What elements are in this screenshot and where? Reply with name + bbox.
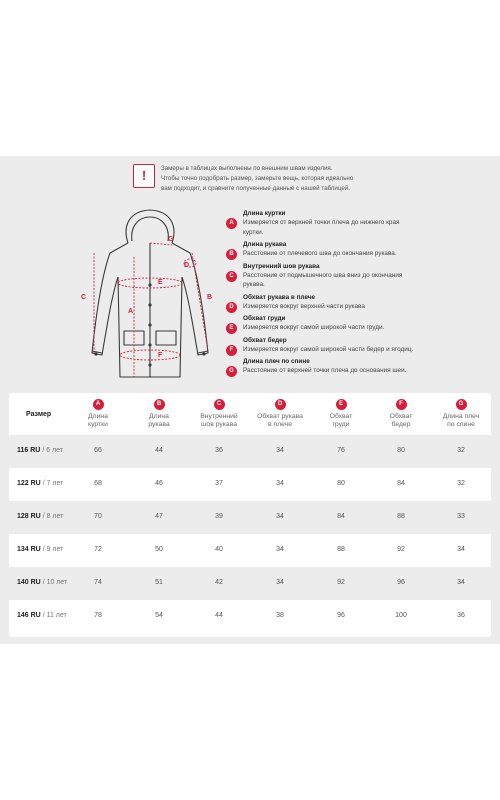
notice-line: Чтобы точно подобрать размер, замерьте вещь, которая идеально <box>161 175 354 182</box>
row-size <box>17 447 63 454</box>
table-cell: 96 <box>397 579 405 586</box>
table-cell: 34 <box>276 447 284 454</box>
legend-title: Длина куртки <box>243 210 286 217</box>
badge-f-icon: F <box>396 399 407 410</box>
size-table <box>9 393 491 637</box>
table-row <box>9 534 491 567</box>
sketch-label-c: C <box>81 294 87 301</box>
column-header-f <box>371 399 431 429</box>
legend-title: Обхват рукава в плече <box>243 293 316 301</box>
legend-title: Длина рукава <box>243 241 287 248</box>
column-label: Длина плеч <box>442 413 480 420</box>
table-cell: 44 <box>155 447 163 454</box>
table-cell: 70 <box>94 513 102 520</box>
legend-desc: Измеряется вокруг верхней части рукава <box>243 302 365 310</box>
badge-g-icon: G <box>456 399 467 410</box>
legend-desc: рукава. <box>243 281 265 288</box>
table-cell: 92 <box>337 579 345 586</box>
table-cell: 47 <box>155 513 163 520</box>
legend-item-b <box>226 240 496 259</box>
legend-title: Обхват бедер <box>243 336 287 344</box>
age-value: / 7 лет <box>42 480 64 487</box>
table-cell: 39 <box>215 513 223 520</box>
table-cell: 34 <box>276 513 284 520</box>
table-cell: 34 <box>276 579 284 586</box>
age-value: / 11 лет <box>42 612 67 619</box>
badge-e-icon: E <box>226 323 237 334</box>
legend-desc: Измеряется вокруг самой широкой части груди. <box>243 324 385 331</box>
column-label: шов рукава <box>200 421 238 428</box>
sketch-label-d: D <box>184 262 190 269</box>
table-cell: 68 <box>94 480 102 487</box>
table-cell: 76 <box>337 447 345 454</box>
table-cell: 100 <box>395 612 407 619</box>
table-row <box>9 468 491 501</box>
notice-text <box>161 164 441 194</box>
badge-a-icon: A <box>93 399 104 410</box>
table-cell: 42 <box>215 579 223 586</box>
table-cell: 50 <box>155 546 163 553</box>
badge-c-icon: C <box>214 399 225 410</box>
column-label: Обхват <box>329 413 353 420</box>
legend-desc: Расстояние от верхней точки плеча до основания шеи. <box>243 367 407 374</box>
column-header-c <box>189 399 249 429</box>
size-value: 146 RU <box>17 612 41 619</box>
table-row <box>9 501 491 534</box>
table-row <box>9 600 491 633</box>
size-value: 122 RU <box>17 480 41 487</box>
row-size <box>17 546 63 553</box>
table-cell: 66 <box>94 447 102 454</box>
table-cell: 34 <box>457 579 465 586</box>
table-cell: 32 <box>457 480 465 487</box>
age-value: / 8 лет <box>42 513 64 520</box>
badge-c-icon: C <box>226 271 237 282</box>
badge-d-icon: D <box>226 302 237 313</box>
sketch-label-b: B <box>207 294 213 301</box>
legend-item-g <box>226 357 496 376</box>
sketch-label-f: F <box>158 352 163 359</box>
column-label: рукава <box>148 421 170 428</box>
legend-desc: Расстояние от плечевого шва до окончания рукава. <box>243 250 397 257</box>
table-cell: 51 <box>155 579 163 586</box>
measurement-notice <box>133 164 433 196</box>
table-cell: 88 <box>337 546 345 553</box>
column-header-g <box>431 399 491 429</box>
column-label: в плече <box>267 421 293 428</box>
column-header-e <box>311 399 371 429</box>
table-cell: 92 <box>397 546 405 553</box>
column-label: по спине <box>447 421 475 428</box>
size-value: 134 RU <box>17 546 41 553</box>
legend-item-c <box>226 262 496 290</box>
age-value: / 6 лет <box>42 447 63 454</box>
table-cell: 37 <box>215 480 223 487</box>
column-label: Длина <box>149 413 169 420</box>
legend-item-d <box>226 293 496 312</box>
column-label: Длина <box>88 413 108 420</box>
table-cell: 80 <box>397 447 405 454</box>
sketch-label-g: G <box>168 236 174 243</box>
badge-a-icon: A <box>226 218 237 229</box>
table-cell: 40 <box>215 546 223 553</box>
table-cell: 54 <box>155 612 163 619</box>
size-column-header: Размер <box>26 411 52 418</box>
table-cell: 34 <box>276 480 284 487</box>
table-cell: 32 <box>457 447 465 454</box>
column-label: куртки <box>88 421 108 428</box>
table-cell: 36 <box>457 612 465 619</box>
column-label: Обхват рукава <box>257 413 303 420</box>
legend-desc: Измеряется вокруг самой широкой части бедер и ягодиц. <box>243 345 414 353</box>
badge-g-icon: G <box>226 366 237 377</box>
sketch-label-e: E <box>158 279 163 286</box>
column-header-a <box>68 399 128 429</box>
legend-item-e <box>226 314 496 333</box>
legend-title: Внутренний шов рукава <box>243 262 320 270</box>
legend-item-a <box>226 209 496 237</box>
table-cell: 74 <box>94 579 102 586</box>
badge-e-icon: E <box>336 399 347 410</box>
size-value: 128 RU <box>17 513 41 520</box>
table-cell: 44 <box>215 612 223 619</box>
legend-desc: Расстояние от подмышечного шва вниз до окончания <box>243 271 403 279</box>
table-cell: 34 <box>457 546 465 553</box>
table-cell: 78 <box>94 612 102 619</box>
badge-b-icon: B <box>154 399 165 410</box>
badge-d-icon: D <box>275 399 286 410</box>
legend-item-f <box>226 336 496 355</box>
row-size <box>17 513 63 520</box>
row-size <box>17 480 63 487</box>
legend-title: Обхват груди <box>243 315 286 322</box>
column-header-d <box>250 399 310 429</box>
badge-b-icon: B <box>226 249 237 260</box>
column-label: Обхват <box>389 413 413 420</box>
table-cell: 46 <box>155 480 163 487</box>
age-value: / 10 лет <box>42 579 68 586</box>
legend-desc: Измеряется от верхней точки плеча до нижнего края <box>243 219 400 226</box>
column-label: груди <box>332 421 350 428</box>
row-size <box>17 579 67 586</box>
table-cell: 84 <box>337 513 345 520</box>
table-cell: 33 <box>457 513 465 520</box>
column-header-b <box>129 399 189 429</box>
notice-line: вам подходит, и сравните полученные данные с нашей таблицей. <box>161 185 350 192</box>
jacket-sketch-icon <box>70 205 230 385</box>
table-cell: 36 <box>215 447 223 454</box>
table-cell: 84 <box>397 480 405 487</box>
table-cell: 88 <box>397 513 405 520</box>
measurement-legend <box>226 209 496 379</box>
notice-line: Замеры в таблицах выполнены по внешним швам изделия. <box>161 165 333 172</box>
legend-desc: куртки. <box>243 228 264 236</box>
age-value: / 9 лет <box>42 546 64 553</box>
table-cell: 34 <box>276 546 284 553</box>
size-value: 140 RU <box>17 579 41 586</box>
table-cell: 38 <box>276 612 284 619</box>
table-header <box>9 393 491 435</box>
table-cell: 96 <box>337 612 345 619</box>
badge-f-icon: F <box>226 345 237 356</box>
table-cell: 80 <box>337 480 345 487</box>
column-label: Внутренний <box>200 413 238 420</box>
row-size <box>17 612 67 619</box>
table-row <box>9 567 491 600</box>
sketch-label-a: A <box>128 308 134 315</box>
size-value: 116 RU <box>17 447 41 454</box>
column-label: бедер <box>391 421 411 428</box>
table-row <box>9 435 491 468</box>
table-cell: 72 <box>94 546 102 553</box>
warning-icon: ! <box>133 164 155 188</box>
legend-title: Длина плеч по спине <box>243 358 310 365</box>
